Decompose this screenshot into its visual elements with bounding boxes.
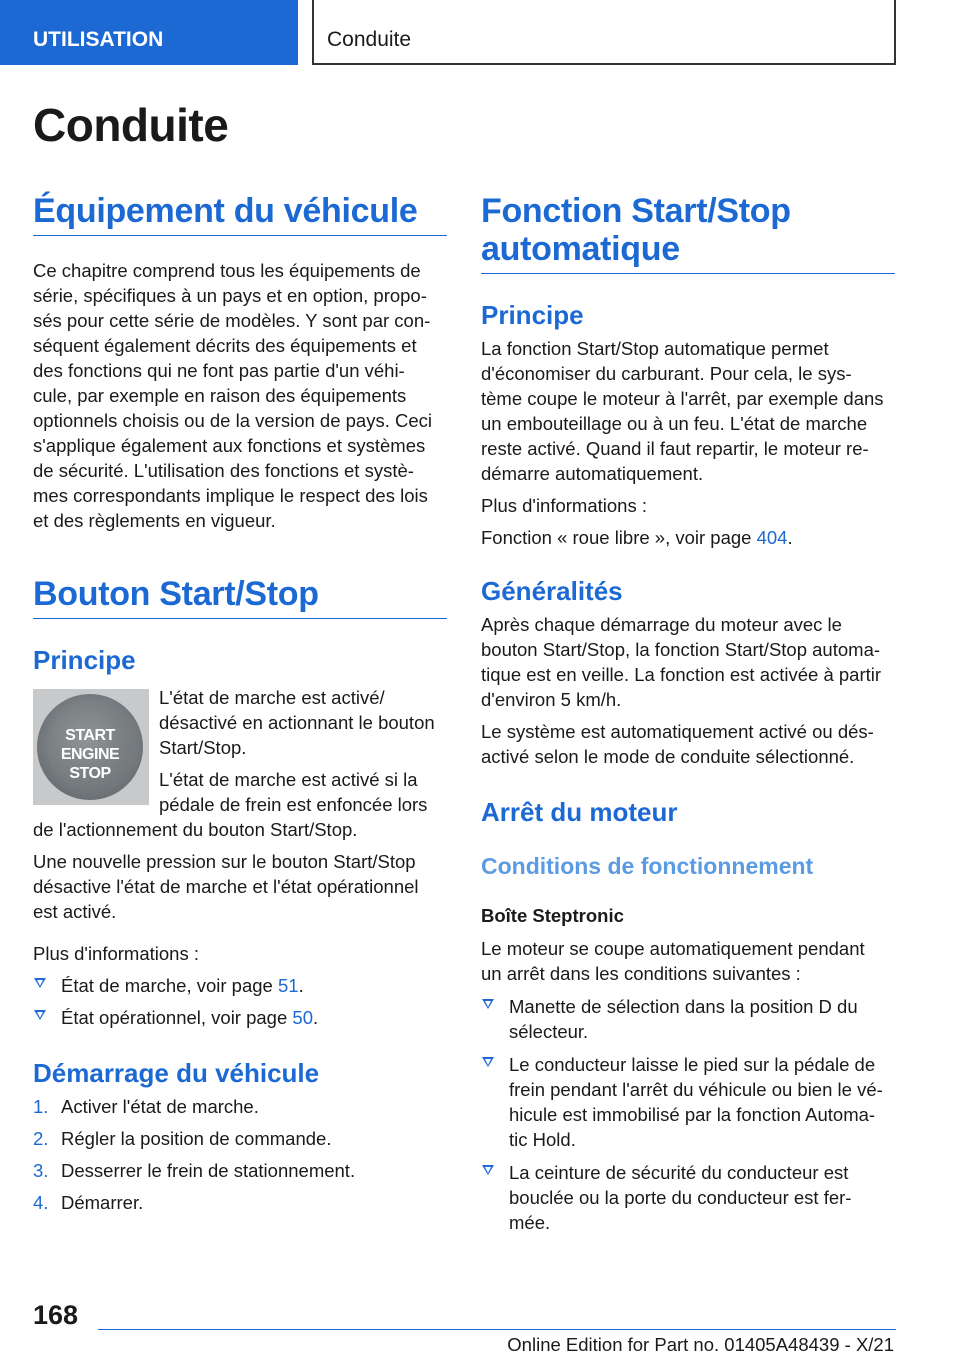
- text-line: mée.: [509, 1212, 551, 1233]
- page-title: Conduite: [33, 99, 229, 151]
- heading-fonction-start-stop: [481, 192, 895, 274]
- page-link-50[interactable]: 50: [292, 1007, 313, 1028]
- text-line: tique est en veille. La fonction est activée à partir: [481, 664, 882, 685]
- footer-divider: [98, 1329, 896, 1330]
- triangle-bullet-icon: [482, 1165, 494, 1175]
- link-end: .: [298, 975, 304, 996]
- step-item: [33, 1126, 447, 1151]
- text-line: tic Hold.: [509, 1129, 576, 1150]
- triangle-bullet-icon: [34, 978, 46, 988]
- list-item: [33, 973, 447, 998]
- demarrage-steps: [33, 1094, 447, 1215]
- link-end: .: [312, 1007, 319, 1028]
- step-item: [33, 1158, 447, 1183]
- text-line: d'environ 5 km/h.: [481, 689, 622, 710]
- step-text: Activer l'état de marche.: [61, 1096, 259, 1117]
- text-line: Après chaque démarrage du moteur avec le: [481, 614, 842, 635]
- text-line: La ceinture de sécurité du conducteur est: [509, 1162, 849, 1183]
- text-line: Le conducteur laisse le pied sur la pédale de: [509, 1054, 876, 1075]
- link-end: .: [787, 527, 793, 548]
- text-line: activé selon le mode de conduite sélectionné.: [481, 746, 855, 767]
- step-number: 4.: [33, 1192, 49, 1213]
- text-line: hicule est immobilisé par la fonction Automa-: [509, 1104, 876, 1125]
- text-line: La fonction Start/Stop automatique permet: [481, 338, 829, 359]
- heading-bouton-start-stop: Bouton Start/Stop: [33, 575, 447, 619]
- text-line: reste activé. Quand il faut repartir, le moteur re-: [481, 438, 869, 459]
- text-line: L'état de marche est activé si la: [159, 769, 418, 790]
- section-label: UTILISATION: [33, 28, 164, 51]
- bouton-paragraph-3: [33, 849, 447, 924]
- page-number: 168: [33, 1300, 79, 1330]
- page-link-51[interactable]: 51: [277, 975, 299, 996]
- text-line: cule, par exemple en raison des équipements: [33, 385, 407, 406]
- list-item: [481, 1052, 895, 1152]
- step-text: Démarrer.: [61, 1192, 144, 1213]
- left-column: [33, 192, 447, 1215]
- text-line: mes correspondants implique le respect des lois: [33, 485, 428, 506]
- text-line: bouton Start/Stop, la fonction Start/Stop automa-: [481, 639, 881, 660]
- heading-principe-bouton: Principe: [33, 645, 136, 675]
- text-line: Start/Stop.: [159, 737, 247, 758]
- triangle-bullet-icon: [482, 999, 494, 1009]
- page-link-404[interactable]: 404: [756, 527, 788, 548]
- heading-arret-moteur: Arrêt du moteur: [481, 797, 678, 827]
- button-label: [47, 726, 133, 783]
- text-line: optionnels choisis ou de la version de pays. Ceci: [33, 410, 433, 431]
- generalites-paragraph-2: [481, 719, 895, 769]
- heading-boite-steptronic: Boîte Steptronic: [481, 905, 624, 926]
- heading-generalites: Généralités: [481, 576, 623, 606]
- triangle-bullet-icon: [482, 1057, 494, 1067]
- more-info-label: Plus d'informations :: [481, 495, 647, 516]
- right-column: [481, 192, 895, 1235]
- text-line: désactive l'état de marche et l'état opérationnel: [33, 876, 419, 897]
- generalites-paragraph-1: [481, 612, 895, 712]
- step-item: [33, 1094, 447, 1119]
- heading-demarrage: Démarrage du véhicule: [33, 1058, 320, 1088]
- text-line: Ce chapitre comprend tous les équipements de: [33, 260, 421, 281]
- heading-principe-fonction: Principe: [481, 300, 584, 330]
- text-line: des fonctions qui ne font pas partie d'un véhi-: [33, 360, 405, 381]
- text-line: Le système est automatiquement activé ou dés-: [481, 721, 874, 742]
- text-line: un embouteillage ou à un feu. L'état de marche: [481, 413, 868, 434]
- text-line: et des règlements en vigueur.: [33, 510, 276, 531]
- text-line: tème coupe le moteur à l'arrêt, par exemple dans: [481, 388, 884, 409]
- chapter-label: Conduite: [327, 28, 412, 51]
- text-line: sélecteur.: [509, 1021, 589, 1042]
- step-text: Régler la position de commande.: [61, 1128, 332, 1149]
- text-line: de l'actionnement du bouton Start/Stop.: [33, 819, 358, 840]
- chapter-tab: [312, 0, 896, 65]
- text-line: série, spécifiques à un pays et en option, propo-: [33, 285, 427, 306]
- list-item: [481, 994, 895, 1044]
- heading-line: Fonction Start/Stop: [481, 192, 791, 230]
- step-text: Desserrer le frein de stationnement.: [61, 1160, 356, 1181]
- text-line: sés pour cette série de modèles. Y sont par con-: [33, 310, 431, 331]
- heading-equipement: Équipement du véhicule: [33, 192, 447, 236]
- button-label-line: ENGINE: [60, 746, 120, 763]
- text-line: s'applique également aux fonctions et systèmes: [33, 435, 426, 456]
- text-line: séquent également décrits des équipements et: [33, 335, 417, 356]
- step-number: 2.: [33, 1128, 49, 1149]
- arret-intro: [481, 936, 895, 986]
- list-item: [481, 1160, 895, 1235]
- button-ring: [37, 694, 143, 800]
- step-item: [33, 1190, 447, 1215]
- text-line: bouclée ou la porte du conducteur est fer-: [509, 1187, 852, 1208]
- text-line: d'économiser du carburant. Pour cela, le sys-: [481, 363, 852, 384]
- text-line: pédale de frein est enfoncée lors: [159, 794, 428, 815]
- link-text: État opérationnel, voir page: [61, 1007, 293, 1028]
- text-line: démarre automatiquement.: [481, 463, 704, 484]
- start-stop-button-image: [33, 689, 149, 805]
- equipement-paragraph: [33, 258, 447, 533]
- section-tab: [0, 0, 298, 65]
- principe-paragraph: [481, 336, 895, 486]
- step-number: 3.: [33, 1160, 49, 1181]
- text-line: désactivé en actionnant le bouton: [159, 712, 435, 733]
- button-face: [47, 704, 133, 790]
- triangle-bullet-icon: [34, 1010, 46, 1020]
- text-line: Une nouvelle pression sur le bouton Start/Stop: [33, 851, 416, 872]
- link-text: État de marche, voir page: [61, 975, 278, 996]
- text-line: de sécurité. L'utilisation des fonctions et systè-: [33, 460, 414, 481]
- footer-edition: Online Edition for Part no. 01405A48439 - X/21: [507, 1334, 894, 1355]
- text-line: Le moteur se coupe automatiquement pendant: [481, 938, 865, 959]
- button-label-line: STOP: [69, 765, 111, 782]
- text-line: est activé.: [33, 901, 117, 922]
- text-line: un arrêt dans les conditions suivantes :: [481, 963, 801, 984]
- roue-libre-reference: [481, 525, 895, 550]
- heading-conditions: Conditions de fonctionnement: [481, 853, 814, 879]
- link-text: Fonction « roue libre », voir page: [481, 527, 757, 548]
- text-line: frein pendant l'arrêt du véhicule ou bien le vé-: [509, 1079, 883, 1100]
- button-label-line: START: [65, 727, 115, 744]
- more-info-label: Plus d'informations :: [33, 943, 199, 964]
- bouton-description: [33, 685, 447, 842]
- text-line: L'état de marche est activé/: [159, 687, 385, 708]
- heading-line: automatique: [481, 230, 680, 268]
- step-number: 1.: [33, 1096, 49, 1117]
- text-line: Manette de sélection dans la position D du: [509, 996, 858, 1017]
- list-item: [33, 1005, 447, 1030]
